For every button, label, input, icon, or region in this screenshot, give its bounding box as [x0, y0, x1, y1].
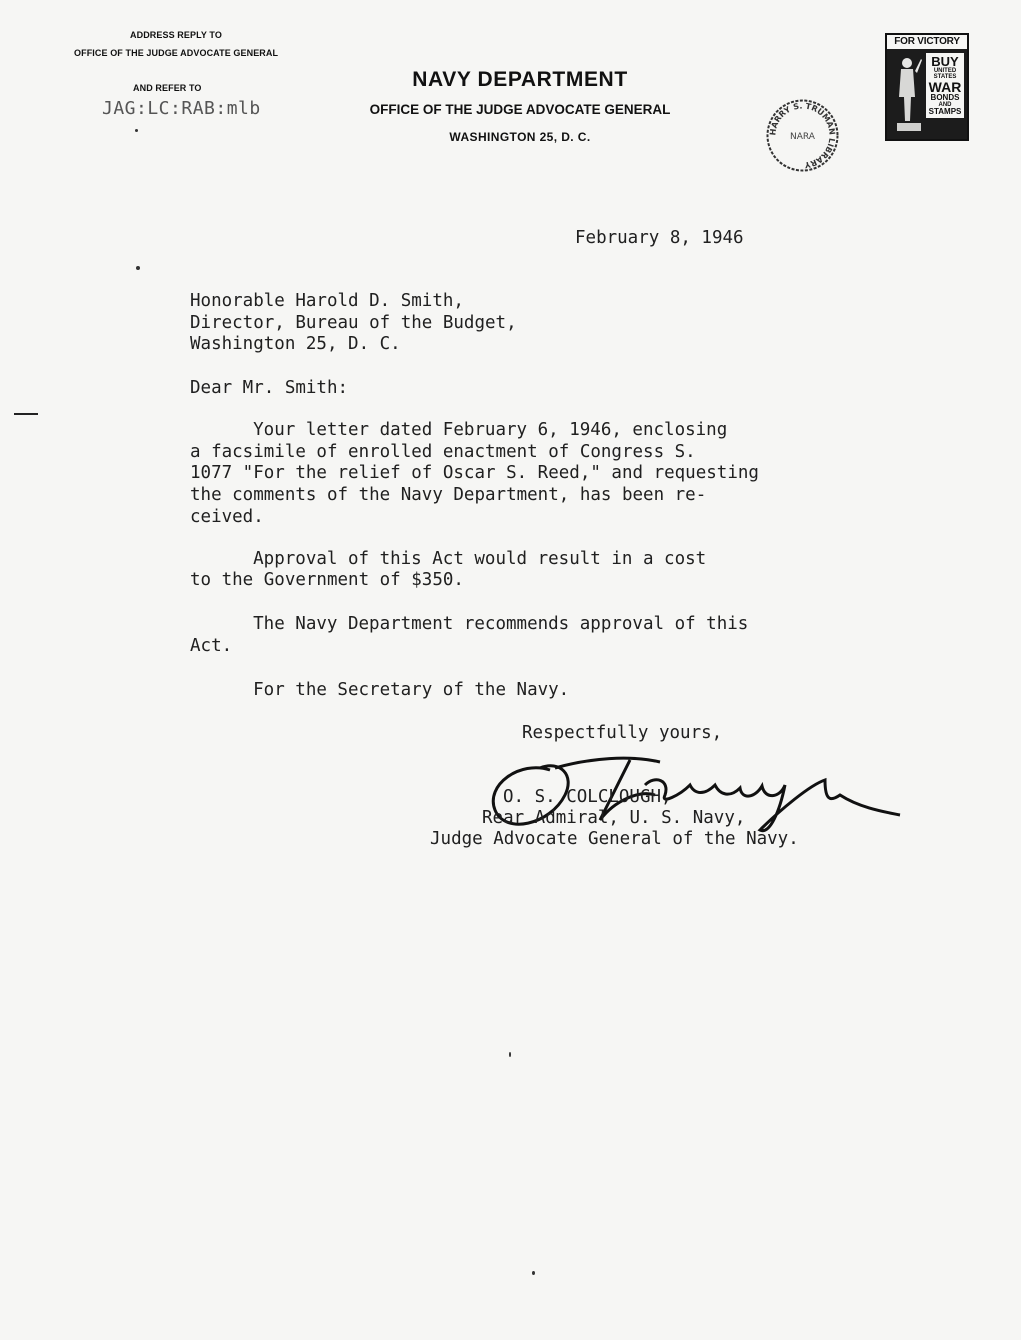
paragraph-line: to the Government of $350.	[190, 570, 464, 590]
paragraph-line: the comments of the Navy Department, has been re-	[190, 485, 707, 505]
paragraph-line: ceived.	[190, 507, 264, 527]
signer-position: Judge Advocate General of the Navy.	[430, 829, 799, 849]
city-line: WASHINGTON 25, D. C.	[449, 130, 591, 144]
salutation: Dear Mr. Smith:	[190, 378, 349, 398]
ink-dot	[532, 1271, 535, 1275]
letter-date: February 8, 1946	[575, 228, 744, 248]
poster-band: FOR VICTORY	[887, 35, 967, 49]
reference-code: JAG:LC:RAB:mlb	[102, 98, 261, 119]
paragraph-line: For the Secretary of the Navy.	[211, 680, 570, 700]
paragraph-line: a facsimile of enrolled enactment of Congress S.	[190, 442, 696, 462]
addressee-line: Washington 25, D. C.	[190, 334, 401, 354]
addressee-line: Honorable Harold D. Smith,	[190, 291, 464, 311]
paragraph-line: 1077 "For the relief of Oscar S. Reed," and requesting	[190, 463, 759, 483]
poster-words: BUY UNITED STATES WAR BONDS AND STAMPS	[926, 53, 964, 118]
signer-title: Rear Admiral, U. S. Navy,	[482, 808, 746, 828]
minuteman-figure-icon	[891, 51, 925, 135]
paragraph-line: Approval of this Act would result in a cost	[211, 549, 707, 569]
ink-dot	[509, 1052, 511, 1057]
stamp-center-text: NARA	[790, 132, 815, 142]
signer-name: O. S. COLCLOUGH,	[503, 787, 672, 807]
margin-mark	[14, 413, 38, 415]
paragraph-line: The Navy Department recommends approval of this	[211, 614, 749, 634]
war-bonds-poster	[885, 33, 969, 141]
closing: Respectfully yours,	[522, 723, 723, 743]
department-title: NAVY DEPARTMENT	[412, 68, 628, 91]
addressee-line: Director, Bureau of the Budget,	[190, 313, 517, 333]
refer-label: AND REFER TO	[133, 83, 202, 93]
ink-dot	[136, 266, 140, 270]
ink-dot	[135, 129, 138, 132]
address-reply-office: OFFICE OF THE JUDGE ADVOCATE GENERAL	[74, 48, 279, 58]
paragraph-line: Act.	[190, 636, 233, 656]
library-stamp	[765, 98, 840, 173]
office-title: OFFICE OF THE JUDGE ADVOCATE GENERAL	[369, 102, 671, 117]
stamp-ring-text: HARRY S. TRUMAN LIBRARY	[768, 101, 837, 170]
address-reply-label: ADDRESS REPLY TO	[130, 30, 222, 40]
paragraph-line: Your letter dated February 6, 1946, enclosing	[211, 420, 728, 440]
